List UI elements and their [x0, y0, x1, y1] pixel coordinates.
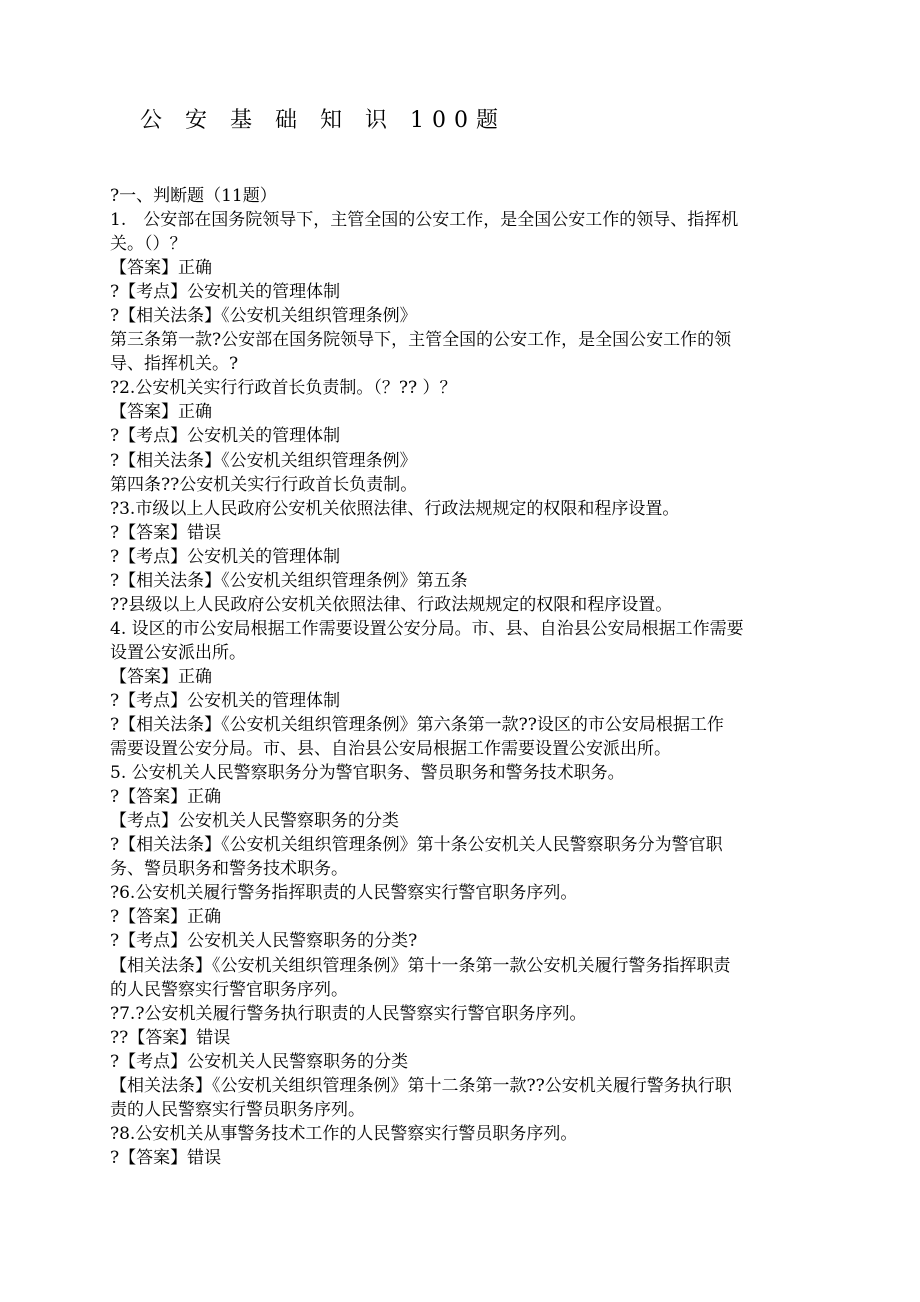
text-line: 【考点】公安机关人民警察职务的分类 [110, 811, 399, 832]
text-line: 【答案】正确 [110, 666, 212, 687]
text-line: 4. 设区的市公安局根据工作需要设置公安分局。市、县、自治县公安局根据工作需要 [110, 618, 744, 639]
text-line: ?【相关法条】《公安机关组织管理条例》 [110, 306, 417, 327]
text-line: ?一、判断题（11题） [110, 186, 277, 206]
text-line: 第四条??公安机关实行行政首长负责制。 [110, 474, 418, 495]
text-line: 导、指挥机关。? [110, 354, 239, 375]
text-line: ?【相关法条】《公安机关组织管理条例》第十条公安机关人民警察职务分为警官职 [110, 835, 723, 856]
text-line: 1. 公安部在国务院领导下，主管全国的公安工作，是全国公安工作的领导、指挥机 [110, 210, 739, 231]
text-line: ?【相关法条】《公安机关组织管理条例》 [110, 450, 417, 471]
text-line: ?7.?公安机关履行警务执行职责的人民警察实行警官职务序列。 [110, 1003, 587, 1024]
document-body [110, 184, 810, 1170]
text-line: ?【答案】正确 [110, 787, 222, 808]
text-line: 【相关法条】《公安机关组织管理条例》第十一条第一款公安机关履行警务指挥职责 [110, 955, 731, 976]
text-line: ?8.公安机关从事警务技术工作的人民警察实行警员职务序列。 [110, 1123, 578, 1144]
text-line: ?【考点】公安机关人民警察职务的分类 [110, 1051, 409, 1072]
text-line: ?2.公安机关实行行政首长负责制。（？?? ）？ [110, 378, 457, 399]
text-line: ?【相关法条】《公安机关组织管理条例》第五条 [110, 570, 468, 591]
text-line: 设置公安派出所。 [110, 642, 246, 663]
text-line: ??【答案】错误 [110, 1027, 231, 1048]
text-line: 责的人民警察实行警员职务序列。 [110, 1099, 365, 1120]
text-line: ?【考点】公安机关的管理体制 [110, 690, 341, 711]
text-line: 的人民警察实行警官职务序列。 [110, 979, 348, 1000]
text-line: ?【相关法条】《公安机关组织管理条例》第六条第一款??设区的市公安局根据工作 [110, 715, 724, 736]
text-line: ?【考点】公安机关的管理体制 [110, 282, 341, 303]
text-line: ?【考点】公安机关的管理体制 [110, 546, 341, 567]
text-line: ?【考点】公安机关的管理体制 [110, 426, 341, 447]
text-line: 需要设置公安分局。市、县、自治县公安局根据工作需要设置公安派出所。 [110, 739, 671, 760]
text-line: ?【答案】正确 [110, 907, 222, 928]
text-line: 【答案】正确 [110, 258, 212, 279]
text-line: ?6.公安机关履行警务指挥职责的人民警察实行警官职务序列。 [110, 883, 578, 904]
text-line: ?3.市级以上人民政府公安机关依照法律、行政法规规定的权限和程序设置。 [110, 498, 680, 519]
text-line: 关。（）？ [110, 234, 187, 255]
text-line: ?【答案】错误 [110, 1147, 222, 1168]
text-line: ?【考点】公安机关人民警察职务的分类? [110, 931, 418, 952]
text-line: 务、警员职务和警务技术职务。 [110, 859, 348, 880]
document-title: 公 安 基 础 知 识 100题 [140, 108, 506, 133]
text-line: ??县级以上人民政府公安机关依照法律、行政法规规定的权限和程序设置。 [110, 594, 673, 615]
text-line: ?【答案】错误 [110, 522, 222, 543]
text-line: 【相关法条】《公安机关组织管理条例》第十二条第一款??公安机关履行警务执行职 [110, 1075, 732, 1096]
text-line: 【答案】正确 [110, 402, 212, 423]
text-line: 5. 公安机关人民警察职务分为警官职务、警员职务和警务技术职务。 [110, 763, 625, 784]
text-line: 第三条第一款?公安部在国务院领导下，主管全国的公安工作，是全国公安工作的领 [110, 330, 732, 351]
